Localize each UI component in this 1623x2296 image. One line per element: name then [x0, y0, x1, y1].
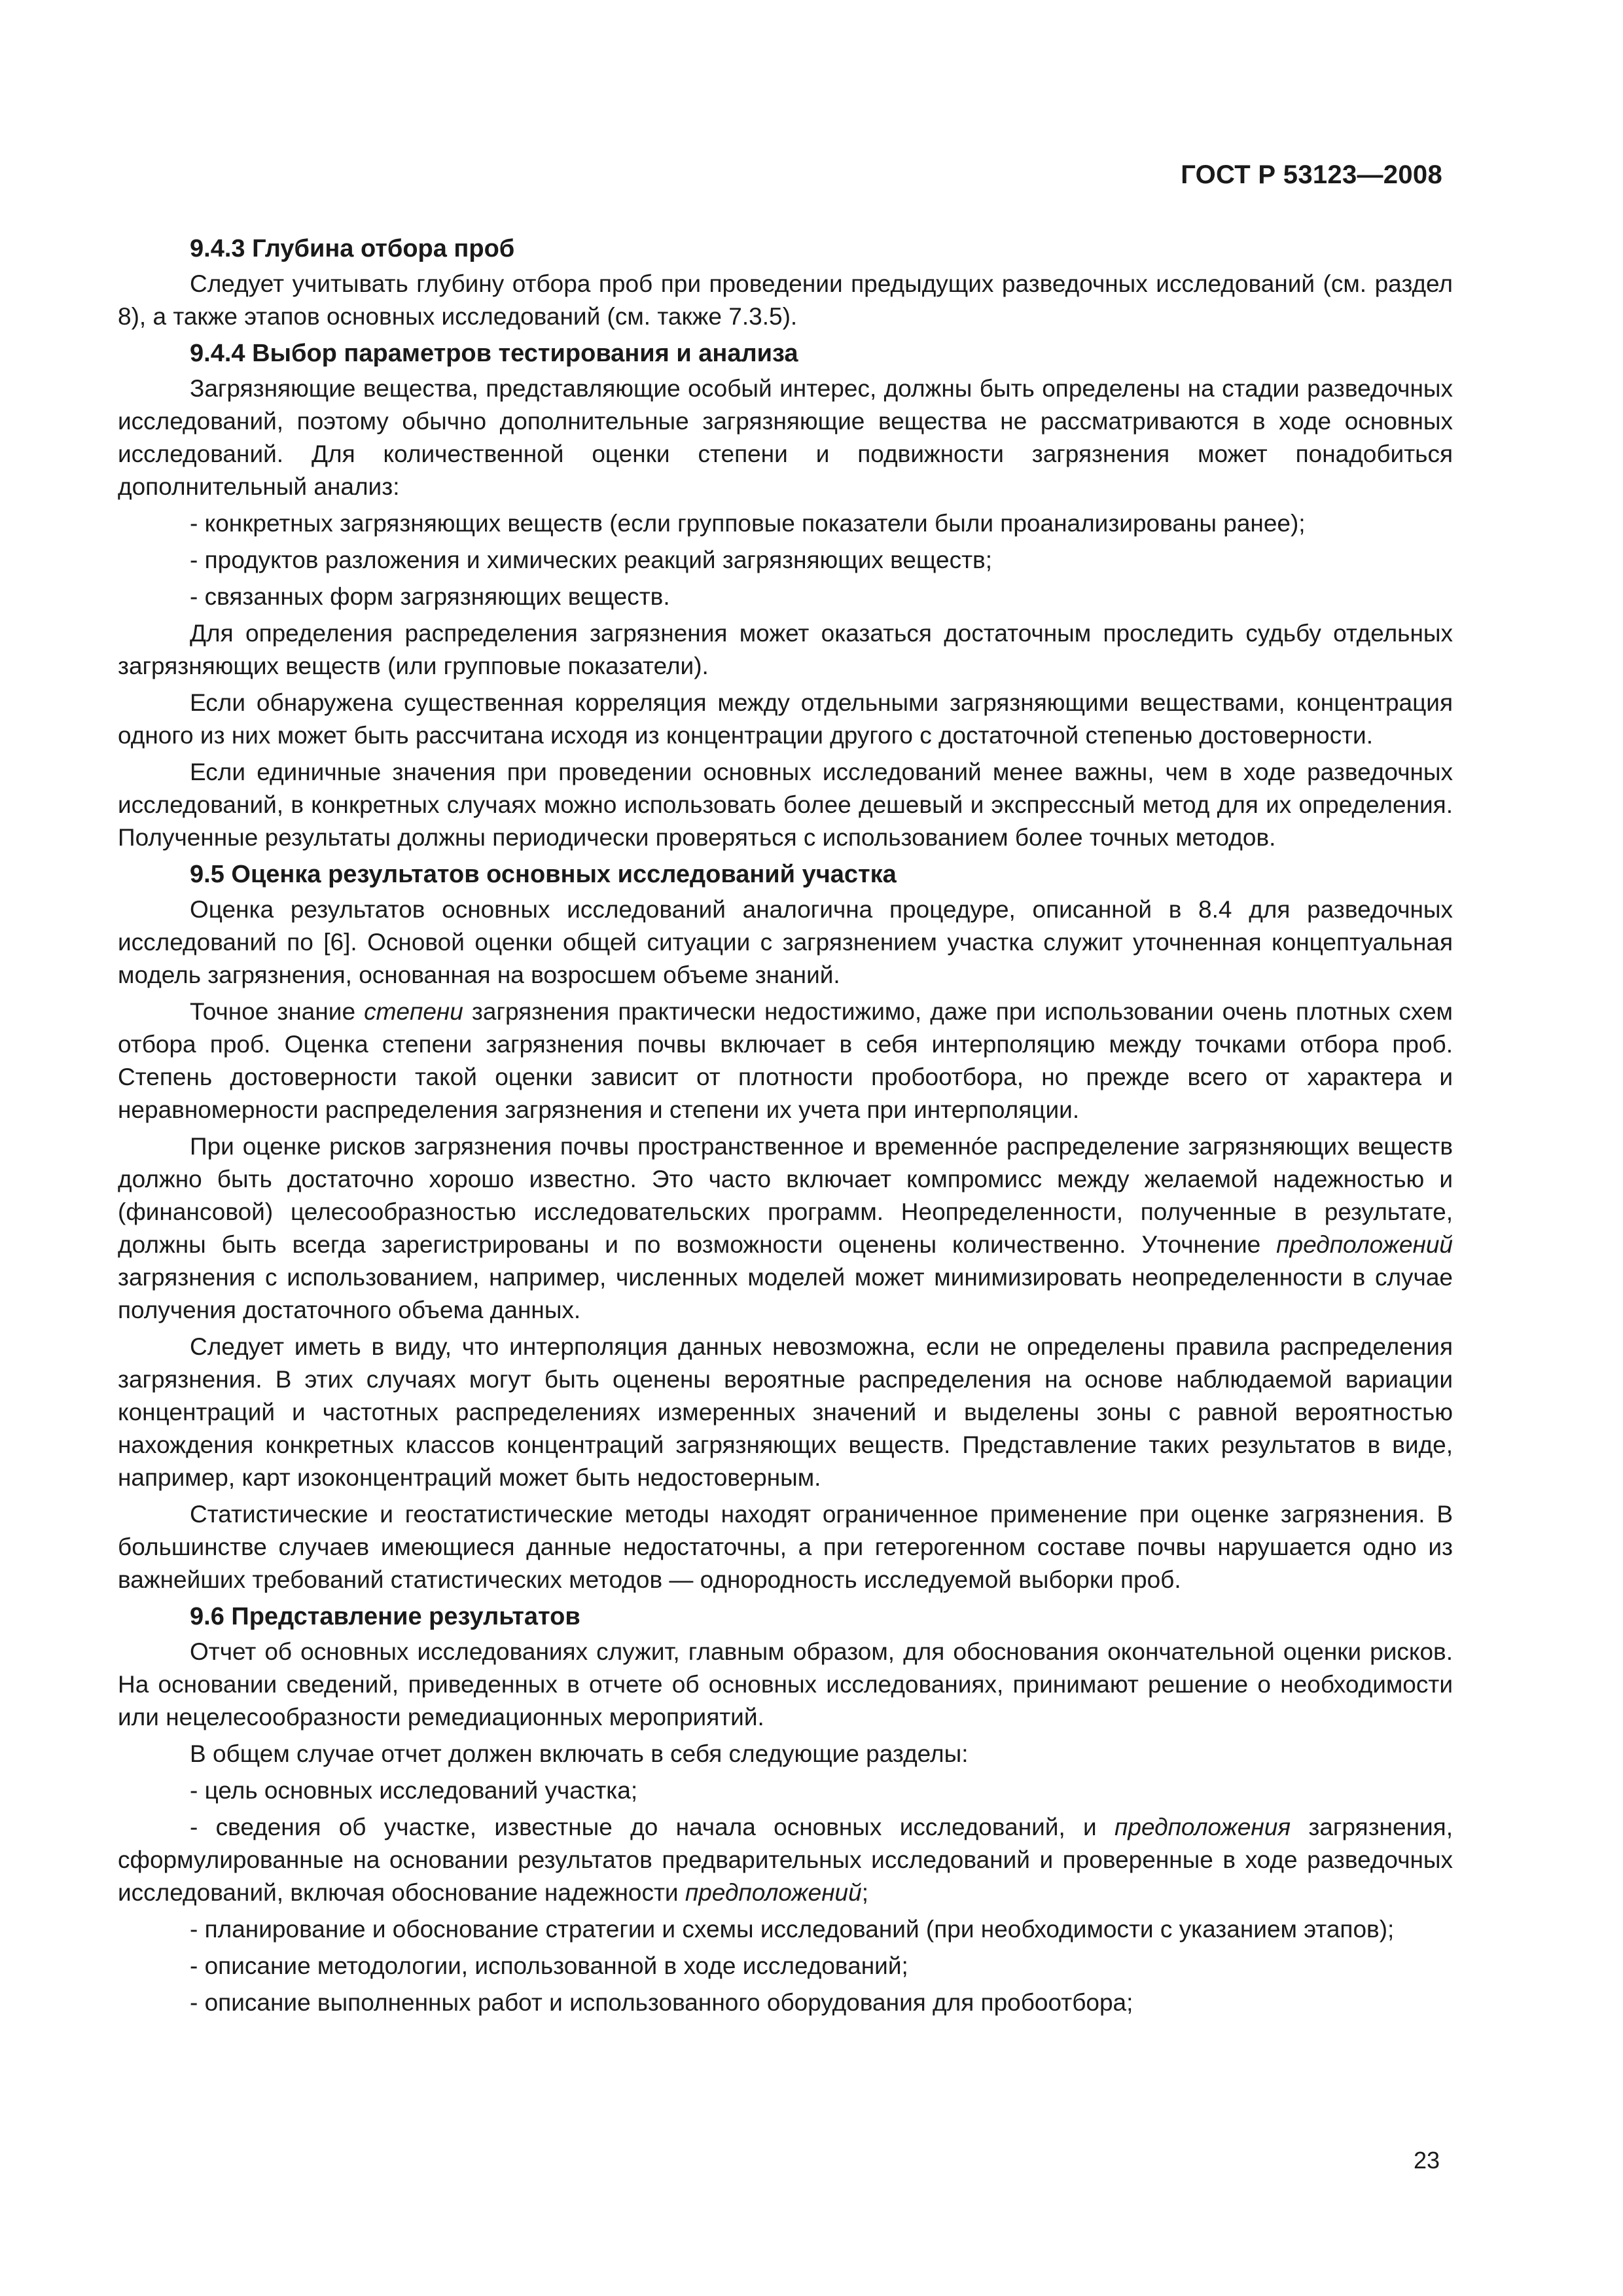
text-run: загрязнения с использованием, например, численных моделей может минимизировать неопределенности в случае получения достаточного объема данных. [118, 1264, 1453, 1323]
text-run: сведения об участке, известные до начала основных исследований, и [215, 1814, 1115, 1840]
list-item: - конкретных загрязняющих веществ (если групповые показатели были проанализированы ранее); [118, 507, 1453, 540]
paragraph [118, 996, 1453, 1126]
paragraph: Если обнаружена существенная корреляция между отдельными загрязняющими веществами, концентрация одного из них может быть рассчитана исходя из концентрации другого с достаточной степенью достоверности. [118, 689, 1453, 749]
paragraph: Отчет об основных исследованиях служит, главным образом, для обоснования окончательной оценки рисков. На основании сведений, приведенных в отчете об основных исследованиях, принимают решение о необходимости или нецелесообразности ремедиационных мероприятий. [118, 1638, 1453, 1731]
paragraph: Загрязняющие вещества, представляющие особый интерес, должны быть определены на стадии разведочных исследований, поэтому обычно дополнительные загрязняющие вещества не рассматриваются в ходе основных исследований. Для количественной оценки степени и подвижности загрязнения может понадобиться дополнительный анализ: [118, 375, 1453, 500]
bullet-list [118, 1774, 1453, 2019]
list-item: - описание выполненных работ и использованного оборудования для пробоотбора; [118, 1986, 1453, 2019]
paragraph: Для определения распределения загрязнения может оказаться достаточным проследить судьбу отдельных загрязняющих веществ (или групповые показатели). [118, 620, 1453, 679]
list-item [118, 1811, 1453, 1909]
section-heading-9-6: 9.6 Представление результатов [190, 1603, 580, 1630]
paragraph: Оценка результатов основных исследований аналогична процедуре, описанной в 8.4 для разведочных исследований по [6]. Основой оценки общей ситуации с загрязнением участка служит уточненная концептуальная модель загрязнения, основанная на возросшем объеме знаний. [118, 896, 1453, 988]
section-heading-9-4-3: 9.4.3 Глубина отбора проб [190, 235, 515, 262]
paragraph: Следует учитывать глубину отбора проб при проведении предыдущих разведочных исследований (см. раздел 8), а также этапов основных исследований (см. также 7.3.5). [118, 270, 1453, 330]
emphasis-text: степени [364, 998, 463, 1025]
list-item: - продуктов разложения и химических реакций загрязняющих веществ; [118, 544, 1453, 577]
paragraph: Если единичные значения при проведении основных исследований менее важны, чем в ходе разведочных исследований, в конкретных случаях можно использовать более дешевый и экспрессный метод для их определения. Полученные результаты должны периодически проверяться с использованием более точных методов. [118, 759, 1453, 851]
document-body [118, 232, 1453, 2023]
text-run: Точное знание [190, 998, 365, 1025]
emphasis-text: предположений [1276, 1231, 1453, 1258]
document-header: ГОСТ Р 53123—2008 [1181, 160, 1442, 189]
text-run: При оценке рисков загрязнения почвы пространственное и временно́е распределение загрязняющих веществ должно быть достаточно хорошо известно. Это часто включает компромисс между желаемой надежностью и (финансовой) целесообразностью исследовательских программ. Неопределенности, полученные в результате, должны быть всегда зарегистрированы и по возможности оценены количественно. Уточнение [118, 1133, 1453, 1258]
section-heading-9-5: 9.5 Оценка результатов основных исследований участка [190, 861, 897, 888]
paragraph: Следует иметь в виду, что интерполяция данных невозможна, если не определены правила распределения загрязнения. В этих случаях могут быть оценены вероятные распределения на основе наблюдаемой вариации концентраций и частотных распределениях измеренных значений и выделены зоны с равной вероятностью нахождения конкретных классов концентраций загрязняющих веществ. Представление таких результатов в виде, например, карт изоконцентраций может быть недостоверным. [118, 1333, 1453, 1491]
paragraph [118, 1130, 1453, 1327]
emphasis-text: предположения [1115, 1814, 1291, 1840]
list-item: - цель основных исследований участка; [118, 1774, 1453, 1807]
paragraph: Статистические и геостатистические методы находят ограниченное применение при оценке загрязнения. В большинстве случаев имеющиеся данные недостаточны, а при гетерогенном составе почвы нарушается одно из важнейших требований статистических методов — однородность исследуемой выборки проб. [118, 1501, 1453, 1593]
list-item: - планирование и обоснование стратегии и схемы исследований (при необходимости с указанием этапов); [118, 1913, 1453, 1946]
list-item: - описание методологии, использованной в ходе исследований; [118, 1950, 1453, 1982]
text-run: ; [861, 1879, 868, 1906]
section-heading-9-4-4: 9.4.4 Выбор параметров тестирования и анализа [190, 340, 798, 367]
emphasis-text: предположений [685, 1879, 862, 1906]
text-run: загрязнения, сформулированные на основании результатов предварительных исследований и проверенные в ходе разведочных исследований, включая обоснование надежности [118, 1814, 1453, 1906]
page-number: 23 [1413, 2147, 1440, 2174]
list-item: - связанных форм загрязняющих веществ. [118, 581, 1453, 613]
bullet-list [118, 507, 1453, 613]
text-run: загрязнения практически недостижимо, даже при использовании очень плотных схем отбора проб. Оценка степени загрязнения почвы включает в себя интерполяцию между точками отбора проб. Степень достоверности такой оценки зависит от плотности пробоотбора, но прежде всего от характера и неравномерности распределения загрязнения и степени их учета при интерполяции. [118, 998, 1453, 1123]
paragraph: В общем случае отчет должен включать в себя следующие разделы: [190, 1740, 969, 1767]
